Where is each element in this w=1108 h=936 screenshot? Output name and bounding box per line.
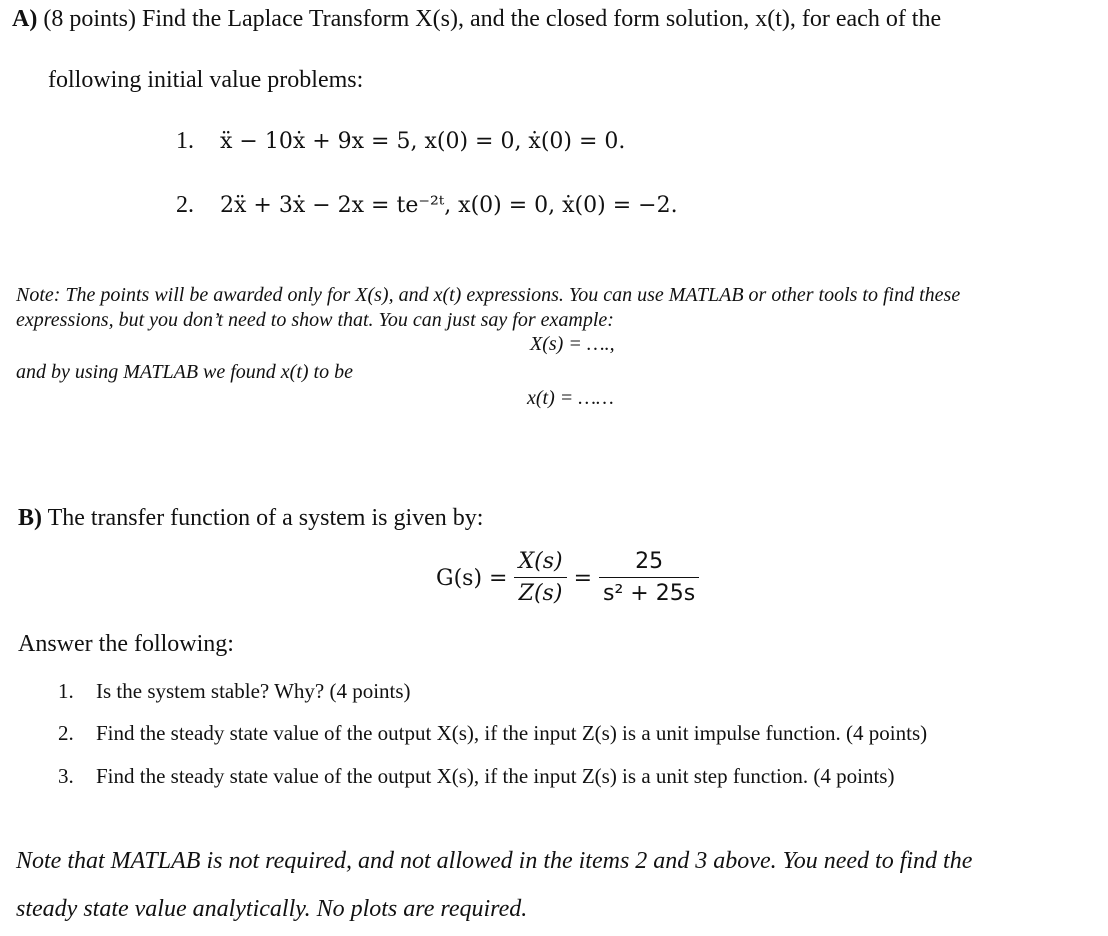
tf-lhs: G(s) = xyxy=(436,566,508,591)
note-line-1: Note: The points will be awarded only for X(s), and x(t) expressions. You can use MATLAB or other tools to find these xyxy=(16,284,961,306)
tf-denominator-2: s² + 25s xyxy=(603,581,696,606)
problem-2-equation: 2ẍ + 3ẋ − 2x = te⁻²ᵗ, x(0) = 0, ẋ(0) = −2. xyxy=(220,193,678,218)
transfer-function xyxy=(436,547,699,610)
question-3 xyxy=(58,764,894,789)
tf-numerator-1: X(s) xyxy=(514,547,566,578)
question-1-number: 1. xyxy=(58,679,74,703)
problem-2-number: 2. xyxy=(176,192,194,218)
tf-denominator-1: Z(s) xyxy=(518,581,563,606)
question-3-text: Find the steady state value of the output X(s), if the input Z(s) is a unit step function. (4 points) xyxy=(96,764,895,788)
tf-fraction-1 xyxy=(514,547,566,610)
part-a-intro: (8 points) Find the Laplace Transform X(s), and the closed form solution, x(t), for each of the xyxy=(43,6,942,32)
note-using-matlab: and by using MATLAB we found x(t) to be xyxy=(16,361,353,383)
note-xt-example: x(t) = …… xyxy=(527,387,614,409)
question-1 xyxy=(58,679,411,704)
problem-2 xyxy=(176,192,678,219)
part-b-label: B) xyxy=(18,505,42,531)
part-b-heading xyxy=(18,505,483,532)
note-line-2: expressions, but you don’t need to show that. You can just say for example: xyxy=(16,309,614,331)
question-2 xyxy=(58,721,927,746)
part-a-intro-continued: following initial value problems: xyxy=(48,67,364,93)
question-2-number: 2. xyxy=(58,721,74,745)
question-3-number: 3. xyxy=(58,764,74,788)
part-a-heading xyxy=(12,6,941,33)
tf-equals: = xyxy=(573,566,593,591)
tf-numerator-2: 25 xyxy=(599,547,699,578)
answer-heading: Answer the following: xyxy=(18,631,234,657)
tf-fraction-2 xyxy=(599,547,699,610)
problem-1-number: 1. xyxy=(176,128,194,154)
problem-1-equation: ẍ − 10ẋ + 9x = 5, x(0) = 0, ẋ(0) = 0. xyxy=(220,129,626,154)
part-a-label: A) xyxy=(12,6,38,32)
problem-1 xyxy=(176,128,625,155)
part-b-intro: The transfer function of a system is given by: xyxy=(47,505,484,531)
note-xs-example: X(s) = …., xyxy=(530,333,615,355)
question-2-text: Find the steady state value of the output X(s), if the input Z(s) is a unit impulse function. (4 points) xyxy=(96,721,928,745)
final-note-line-1: Note that MATLAB is not required, and not allowed in the items 2 and 3 above. You need to find the xyxy=(16,848,973,874)
final-note-line-2: steady state value analytically. No plots are required. xyxy=(16,896,528,922)
question-1-text: Is the system stable? Why? (4 points) xyxy=(96,679,411,703)
